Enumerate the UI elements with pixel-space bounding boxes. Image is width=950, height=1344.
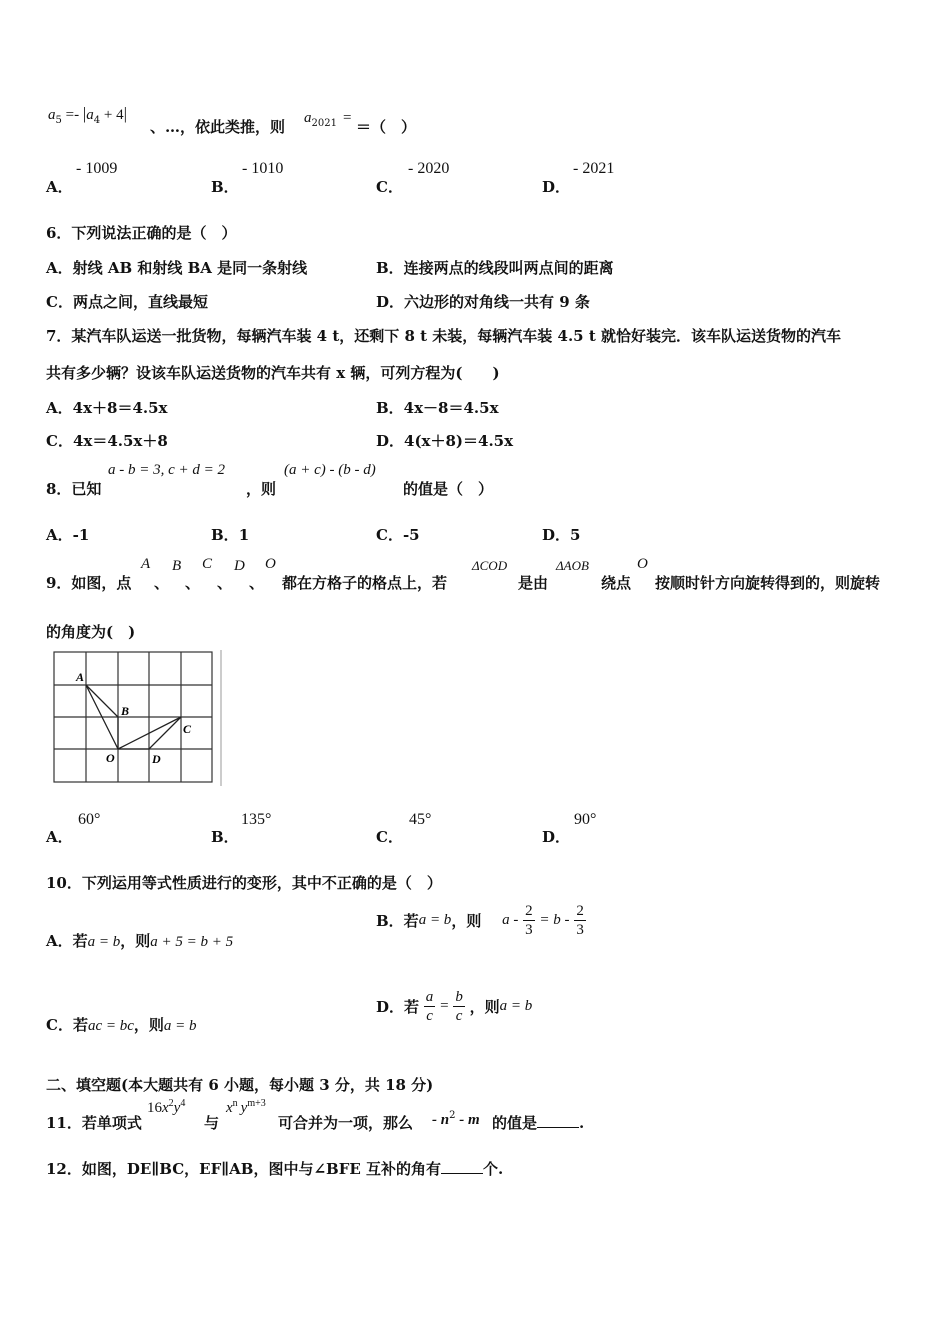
- q12-answer-blank[interactable]: [441, 1161, 483, 1174]
- q11-expression: - $n^2$ - m: [432, 1110, 480, 1128]
- q9-point-d: D: [234, 558, 245, 574]
- q10-option-d: D．若 $\frac{a}{c}$ = $\frac{b}{c}$ ，则a = b: [376, 989, 533, 1024]
- q9-point-c: C: [202, 556, 213, 572]
- q8-expression: (a + c) - (b - d): [284, 462, 376, 478]
- q11-mid2: 可合并为一项，那么: [278, 1114, 414, 1132]
- q9-option-d-label: D．: [542, 828, 571, 846]
- q11-monomial-2: $x^n$ $y^{m+3}$: [226, 1098, 266, 1116]
- q9-option-c-value: 45°: [409, 811, 432, 828]
- q11-post: 的值是 .: [492, 1114, 585, 1132]
- q8-option-d: D．5: [542, 526, 581, 544]
- q10-stem: 10．下列运用等式性质进行的变形，其中不正确的是（ ）: [46, 874, 442, 892]
- figure-label-d: D: [152, 752, 161, 766]
- q9-option-b-label: B．: [211, 828, 239, 846]
- q7-option-c: C．4x＝4.5x＋8: [46, 432, 168, 450]
- figure-label-b: B: [121, 704, 130, 718]
- q8-post: 的值是（ ）: [403, 480, 494, 498]
- q9-center-o: O: [637, 556, 648, 572]
- q5-a2021: $a_{2021}$ =: [304, 110, 352, 129]
- q9-pre: 9．如图，点: [46, 574, 132, 592]
- q5-text: 、…，依此类推，则: [150, 118, 286, 136]
- q8-condition: a - b = 3, c + d = 2: [108, 462, 226, 478]
- figure-label-a: A: [76, 670, 85, 684]
- q6-stem: 6．下列说法正确的是（ ）: [46, 224, 237, 242]
- q10-option-c: C．若ac = bc，则a = b: [46, 1016, 197, 1034]
- figure-label-c: C: [183, 722, 192, 736]
- q11-mid: 与: [204, 1114, 220, 1132]
- q9-sep-4: 、: [249, 574, 265, 592]
- q9-point-a: A: [141, 556, 151, 572]
- q7-stem-line1: 7．某汽车队运送一批货物，每辆汽车装 4 t，还剩下 8 t 未装，每辆汽车装 4.5 t 就恰好装完．该车队运送货物的汽车: [46, 327, 841, 345]
- q9-post: 按顺时针方向旋转得到的，则旋转: [655, 574, 881, 592]
- q5-end: ＝（ ）: [356, 118, 417, 136]
- q9-option-c-label: C．: [376, 828, 403, 846]
- q5-option-d-value: - 2021: [573, 160, 615, 177]
- q5-option-a-value: - 1009: [76, 160, 118, 177]
- q8-option-c: C．-5: [376, 526, 420, 544]
- q11-pre: 11．若单项式: [46, 1114, 142, 1132]
- q7-option-d: D．4(x＋8)＝4.5x: [376, 432, 514, 450]
- q6-option-c: C．两点之间，直线最短: [46, 293, 208, 311]
- q5-option-b-label: B．: [211, 178, 239, 196]
- q9-point-o: O: [265, 556, 276, 572]
- q9-mid: 都在方格子的格点上，若: [282, 574, 448, 592]
- q8-option-a: A．-1: [46, 526, 90, 544]
- section-2-title: 二、填空题(本大题共有 6 小题，每小题 3 分，共 18 分): [46, 1076, 434, 1094]
- q11-answer-blank[interactable]: [537, 1115, 579, 1128]
- q10-option-b: B．若a = b，则 a - $\frac{2}{3}$ = b - $\frac{2}{3}$: [376, 903, 584, 938]
- figure-label-o: O: [106, 751, 115, 765]
- q6-option-a: A．射线 AB 和射线 BA 是同一条射线: [46, 259, 308, 277]
- q9-stem-line2: 的角度为( ): [46, 623, 136, 641]
- q5-option-c-label: C．: [376, 178, 403, 196]
- q9-mid3: 绕点: [601, 574, 632, 592]
- q9-option-a-label: A．: [46, 828, 73, 846]
- q9-option-a-value: 60°: [78, 811, 101, 828]
- q9-option-b-value: 135°: [241, 811, 272, 828]
- q9-point-b: B: [172, 558, 182, 574]
- q8-pre: 8．已知: [46, 480, 102, 498]
- q10-option-a: A．若a = b，则a + 5 = b + 5: [46, 932, 234, 950]
- q6-option-b: B．连接两点的线段叫两点间的距离: [376, 259, 614, 277]
- q9-option-d-value: 90°: [574, 811, 597, 828]
- q5-expression: $a_5 =- |a_4 + 4|$: [48, 104, 127, 126]
- q9-mid2: 是由: [518, 574, 549, 592]
- q5-option-a-label: A．: [46, 178, 73, 196]
- q8-mid: ，则: [246, 480, 277, 498]
- q8-option-b: B．1: [211, 526, 250, 544]
- q5-option-b-value: - 1010: [242, 160, 284, 177]
- q9-sep-3: 、: [217, 574, 233, 592]
- q12-stem: 12．如图，DE∥BC，EF∥AB，图中与∠BFE 互补的角有 个.: [46, 1160, 504, 1178]
- q7-option-b: B．4x－8＝4.5x: [376, 399, 499, 417]
- q5-option-d-label: D．: [542, 178, 571, 196]
- q9-sep-2: 、: [185, 574, 201, 592]
- q9-sep-1: 、: [154, 574, 170, 592]
- q7-option-a: A．4x＋8＝4.5x: [46, 399, 168, 417]
- q9-triangle-aob: ΔAOB: [556, 558, 589, 573]
- q5-option-c-value: - 2020: [408, 160, 450, 177]
- q9-triangle-cod: ΔCOD: [472, 558, 508, 573]
- q11-monomial-1: $16x^2y^4$: [147, 1098, 186, 1116]
- q7-stem-line2: 共有多少辆？设该车队运送货物的汽车共有 x 辆，可列方程为( ): [46, 364, 500, 382]
- q9-grid-figure: [48, 648, 228, 788]
- q6-option-d: D．六边形的对角线一共有 9 条: [376, 293, 590, 311]
